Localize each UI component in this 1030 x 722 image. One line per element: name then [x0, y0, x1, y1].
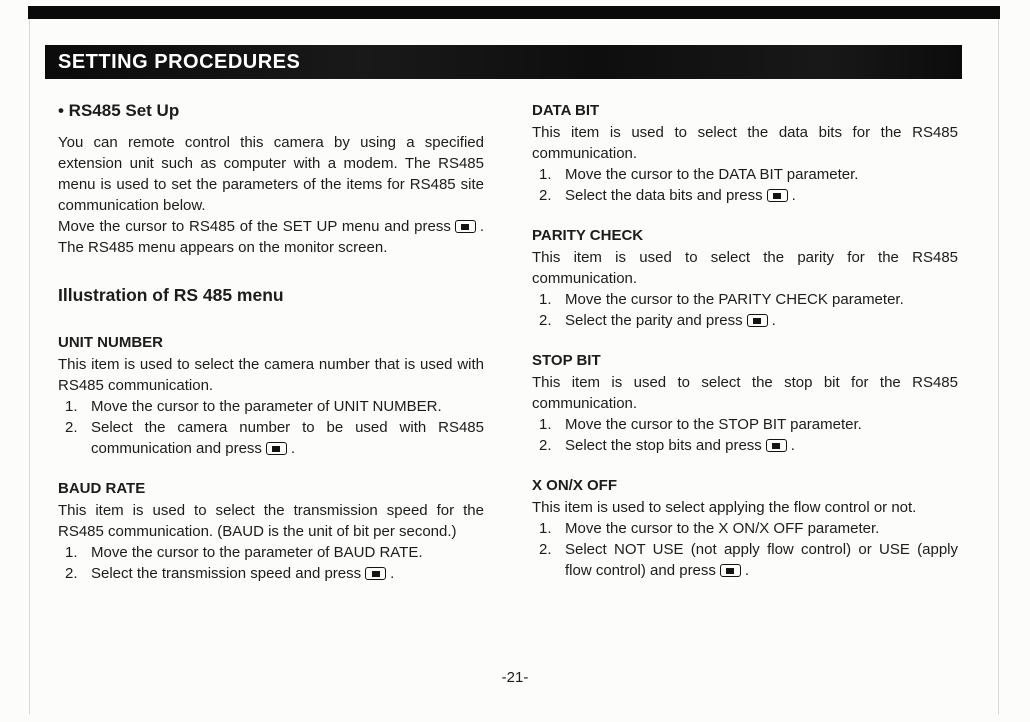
page-top-border	[28, 6, 1000, 19]
illustration-heading: Illustration of RS 485 menu	[58, 285, 284, 305]
enter-key-glyph	[272, 446, 280, 452]
step-number: 2.	[65, 565, 78, 582]
step	[532, 164, 958, 185]
step-text	[565, 435, 958, 456]
step-text-post: .	[290, 440, 296, 457]
step	[532, 414, 958, 435]
step-text	[565, 310, 958, 331]
step	[532, 310, 958, 331]
enter-key-icon	[455, 220, 476, 233]
section-baud-rate	[58, 478, 484, 584]
page-right-edge	[998, 19, 999, 714]
section-body: This item is used to select the camera number that is used with RS485 communication.	[58, 356, 484, 394]
paragraph-text: . The RS485 menu appears on the monitor screen.	[58, 218, 484, 256]
page-number: -21-	[501, 669, 529, 686]
step-number: 1.	[65, 544, 78, 561]
step-text-post: .	[744, 562, 750, 579]
enter-key-icon	[720, 564, 741, 577]
step-number: 2.	[539, 541, 552, 558]
step-text-post: .	[791, 187, 796, 204]
step	[532, 185, 958, 206]
section-body: This item is used to select the data bits for the RS485 communication.	[532, 124, 958, 162]
step-text: Move the cursor to the PARITY CHECK parameter.	[565, 291, 904, 308]
step-number: 2.	[539, 312, 552, 329]
enter-key-glyph	[773, 193, 781, 199]
step-number: 1.	[539, 416, 552, 433]
step-text	[565, 539, 958, 581]
step-text: Move the cursor to the parameter of BAUD RATE.	[91, 544, 423, 561]
step-text-pre: Select NOT USE (not apply flow control) or USE (apply flow control) and press	[565, 541, 958, 579]
step-number: 1.	[539, 291, 552, 308]
rs485-setup-paragraph-1: You can remote control this camera by using a specified extension unit such as computer with a modem. The RS485 menu is used to set the parameters of the items for RS485 site communication below.	[58, 134, 484, 214]
enter-key-glyph	[772, 443, 780, 449]
section-title-bar	[45, 45, 962, 79]
section-heading: UNIT NUMBER	[58, 334, 163, 351]
section-heading: PARITY CHECK	[532, 227, 644, 244]
rs485-setup-heading: • RS485 Set Up	[58, 101, 180, 120]
enter-key-icon	[747, 314, 768, 327]
step-text-post: .	[390, 565, 395, 582]
step-text: Move the cursor to the X ON/X OFF parameter.	[565, 520, 880, 537]
step-text: Move the cursor to the STOP BIT parameter.	[565, 416, 862, 433]
right-column	[532, 100, 958, 584]
step-text-post: .	[771, 312, 776, 329]
step-number: 2.	[65, 419, 78, 436]
page-left-edge	[29, 19, 30, 714]
step-number: 2.	[539, 187, 552, 204]
section-unit-number	[58, 332, 484, 459]
enter-key-glyph	[372, 571, 380, 577]
section-body: This item is used to select the stop bit for the RS485 communication.	[532, 374, 958, 412]
enter-key-glyph	[461, 224, 469, 230]
section-body: This item is used to select applying the flow control or not.	[532, 499, 917, 516]
paragraph-text: Move the cursor to RS485 of the SET UP menu and press	[58, 218, 451, 235]
step-text-pre: Select the stop bits and press	[565, 437, 762, 454]
step-text-pre: Select the data bits and press	[565, 187, 763, 204]
step	[532, 539, 958, 581]
enter-key-glyph	[726, 568, 734, 574]
section-heading: DATA BIT	[532, 102, 600, 119]
step-text-post: .	[790, 437, 795, 454]
step-text-pre: Select the parity and press	[565, 312, 743, 329]
section-heading: STOP BIT	[532, 352, 601, 369]
step	[58, 563, 484, 584]
step-number: 1.	[539, 520, 552, 537]
two-column-layout	[58, 100, 958, 584]
step-text	[91, 417, 484, 459]
step	[532, 518, 958, 539]
page-title: SETTING PROCEDURES	[58, 50, 301, 73]
enter-key-icon	[365, 567, 386, 580]
section-heading: X ON/X OFF	[532, 477, 618, 494]
step-text-pre: Select the transmission speed and press	[91, 565, 362, 582]
step-number: 1.	[65, 398, 78, 415]
section-parity-check	[532, 225, 958, 331]
section-body: This item is used to select the parity for the RS485 communication.	[532, 249, 958, 287]
step	[532, 435, 958, 456]
enter-key-glyph	[753, 318, 761, 324]
section-stop-bit	[532, 350, 958, 456]
step-text-pre: Select the camera number to be used with RS485 communication and press	[91, 419, 484, 457]
rs485-setup-paragraph-2	[58, 216, 484, 258]
enter-key-icon	[766, 439, 787, 452]
step-text	[565, 185, 958, 206]
step	[58, 542, 484, 563]
section-data-bit	[532, 100, 958, 206]
enter-key-icon	[767, 189, 788, 202]
section-heading: BAUD RATE	[58, 480, 146, 497]
enter-key-icon	[266, 442, 287, 455]
step-number: 1.	[539, 166, 552, 183]
step-text: Move the cursor to the DATA BIT parameter.	[565, 166, 859, 183]
step	[532, 289, 958, 310]
left-column	[58, 100, 484, 584]
step	[58, 396, 484, 417]
step-text	[91, 563, 484, 584]
section-body: This item is used to select the transmission speed for the RS485 communication. (BAUD is the unit of bit per second.)	[58, 502, 484, 540]
step	[58, 417, 484, 459]
step-text: Move the cursor to the parameter of UNIT NUMBER.	[91, 398, 442, 415]
step-number: 2.	[539, 437, 552, 454]
section-x-on-x-off	[532, 475, 958, 581]
